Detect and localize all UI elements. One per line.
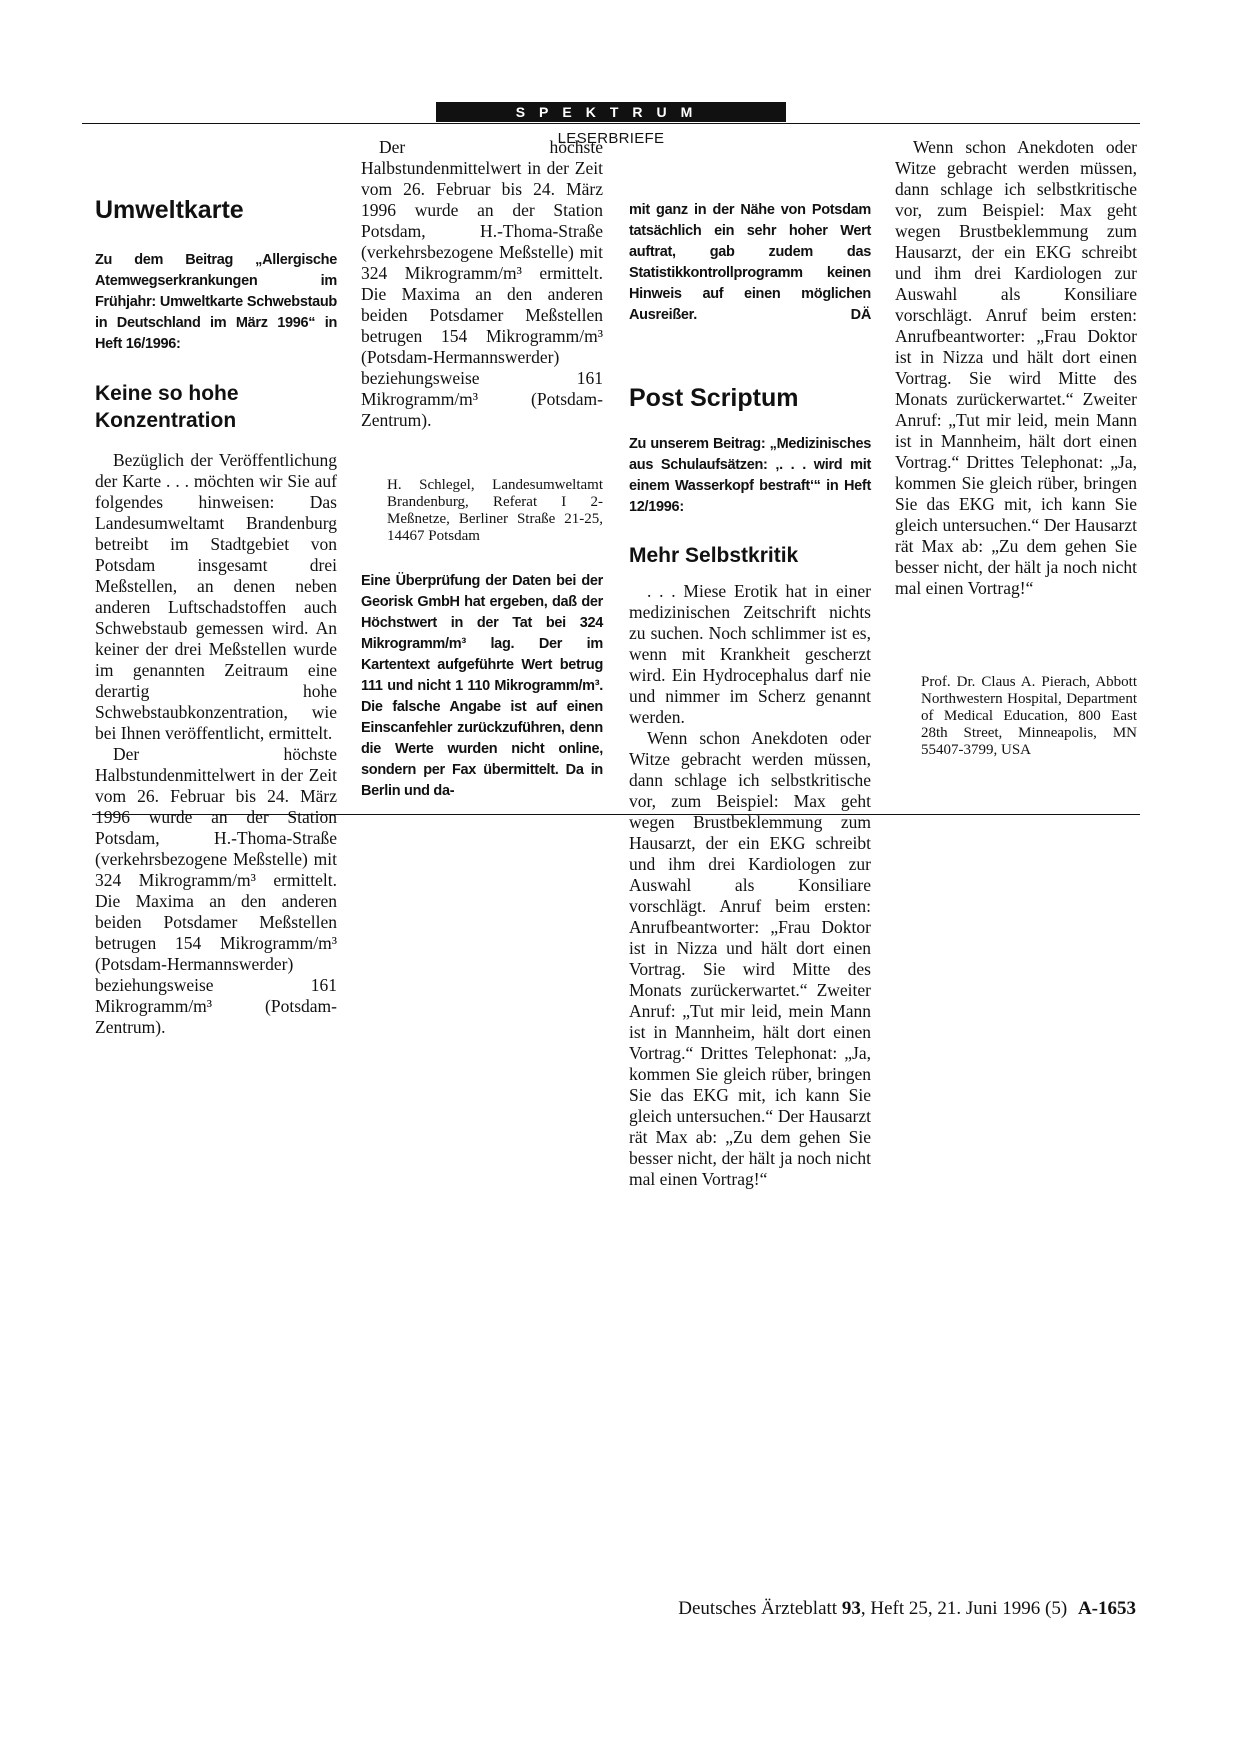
letter-paragraph-part-2: Der höchste Halbstundenmittelwert in der Zeit vom 26. Februar bis 24. März 1996 wurde an der Station Potsdam, H.-Thoma-Straße (verkehrsbezogene Meßstelle) mit 324 Mikrogramm/m³ ermittelt. Die Maxima an den anderen beiden Potsdamer Meßstellen betrugen 154 Mikrogramm/m³ (Potsdam-Hermannswerder) beziehungsweise 161 Mikrogramm/m³ (Potsdam-Zentrum).	[361, 137, 603, 430]
editor-signature: DÄ	[850, 307, 871, 323]
journal-name: Deutsches Ärzteblatt	[678, 1598, 838, 1619]
letter-title: Mehr Selbstkritik	[629, 544, 799, 567]
article-title: Post Scriptum	[629, 384, 799, 412]
column-2	[361, 137, 603, 802]
article-title: Umweltkarte	[95, 196, 244, 224]
letter-paragraph: . . . Miese Erotik hat in einer medizinischen Zeitschrift nichts zu suchen. Noch schlimmer ist es, wenn mit Krankheit gescherzt wird. Ein Hydrocephalus darf nie und nimmer im Scherz genannt werden.	[629, 581, 871, 727]
page-number: A-1653	[1077, 1598, 1136, 1619]
letter-signature: Prof. Dr. Claus A. Pierach, Abbott Northwestern Hospital, Department of Medical Education, 800 East 28th Street, Minneapolis, MN 55407-3799, USA	[921, 674, 1137, 758]
section-label: LESERBRIEFE	[557, 130, 665, 147]
issue-info: , Heft 25, 21. Juni 1996 (5)	[860, 1598, 1068, 1619]
top-rule	[82, 123, 1140, 124]
letter-paragraph-part-2: Wenn schon Anekdoten oder Witze gebracht werden müssen, dann schlage ich selbstkritische vor, zum Beispiel: Max geht wegen Brustbeklemmung zum Hausarzt, der ein EKG schreibt und ihm drei Kardiologen zur Auswahl als Konsiliare vorschlägt. Anruf beim ersten: Anrufbeantworter: „Frau Doktor ist in Nizza und hält dort einen Vortrag. Sie wird Mitte des Monats zurückerwartet.“ Zweiter Anruf: „Tut mir leid, mein Mann ist in Mannheim, hält dort einen Vortrag.“ Drittes Telephonat: „Ja, kommen Sie gleich rüber, bringen Sie das EKG mit, ich kann Sie gleich untersuchen.“ Der Hausarzt rät Max ab: „Zu dem gehen Sie besser nicht, der hält ja noch nicht mal einen Vortrag!“	[895, 137, 1137, 598]
column-3	[629, 200, 871, 1189]
letter-paragraph: Bezüglich der Veröffentlichung der Karte . . . möchten wir Sie auf folgendes hinweisen: Das Landesumweltamt Brandenburg betreibt im Stadtgebiet von Potsdam insgesamt drei Meßstellen, an denen neben anderen Luftschadstoffen auch Schwebstaub gemessen wird. An keiner der drei Meßstellen wurde im genannten Zeitraum eine derartig hohe Schwebstaubkonzentration, wie bei Ihnen veröffentlicht, ermittelt.	[95, 450, 337, 743]
column-4	[895, 137, 1137, 759]
letter-title: Keine so hohe Konzentration	[95, 382, 239, 432]
bottom-rule	[92, 814, 1140, 815]
letter-paragraph-continuation	[895, 137, 1137, 662]
section-banner: SPEKTRUM	[436, 102, 786, 122]
journal-volume: 93	[841, 1598, 861, 1619]
letter-paragraph-part-1: Wenn schon Anekdoten oder Witze gebracht werden müssen, dann schlage ich selbstkritische vor, zum Beispiel: Max geht wegen Brustbeklemmung zum Hausarzt, der ein EKG schreibt und ihm drei Kardiologen zur Auswahl als Konsiliare vorschlägt. Anruf beim ersten: Anrufbeantworter: „Frau Doktor ist in Nizza und hält dort einen Vortrag. Sie wird Mitte des Monats zurückerwartet.“ Zweiter Anruf: „Tut mir leid, mein Mann ist in Mannheim, hält dort einen Vortrag.“ Drittes Telephonat: „Ja, kommen Sie gleich rüber, bringen Sie das EKG mit, ich kann Sie gleich untersuchen.“ Der Hausarzt rät Max ab: „Zu dem gehen Sie besser nicht, der hält ja noch nicht mal einen Vortrag!“	[629, 728, 871, 1189]
editor-note-continued	[629, 200, 871, 326]
letter-paragraph-part-1: Der höchste Halbstundenmittelwert in der Zeit vom 26. Februar bis 24. März 1996 wurde an der Station Potsdam, H.-Thoma-Straße (verkehrsbezogene Meßstelle) mit 324 Mikrogramm/m³ ermittelt. Die Maxima an den anderen beiden Potsdamer Meßstellen betrugen 154 Mikrogramm/m³ (Potsdam-Hermannswerder) beziehungsweise 161 Mikrogramm/m³ (Potsdam-Zentrum).	[95, 744, 337, 1037]
page-footer	[678, 1598, 1136, 1620]
editor-note: Eine Überprüfung der Daten bei der Georisk GmbH hat ergeben, daß der Höchstwert in der Tat bei 324 Mikrogramm/m³ lag. Der im Kartentext aufgeführte Wert betrug 111 und nicht 1 110 Mikrogramm/m³. Die falsche Angabe ist auf einen Einscanfehler zurückzuführen, denn die Werte wurden nicht online, sondern per Fax übermittelt. Da in Berlin und da-	[361, 573, 603, 799]
letter-signature: H. Schlegel, Landesumweltamt Brandenburg, Referat I 2-Meßnetze, Berliner Straße 21-25, 14467 Potsdam	[387, 477, 603, 544]
letter-paragraph-continuation	[361, 137, 603, 473]
editor-note-text: mit ganz in der Nähe von Potsdam tatsächlich ein sehr hoher Wert auftrat, gab zudem das Statistikkontrollprogramm keinen Hinweis auf einen möglichen Ausreißer.	[629, 202, 871, 323]
article-intro: Zu unserem Beitrag: „Medizinisches aus Schulaufsätzen: ‚. . . wird mit einem Wasserkopf bestraft‘“ in Heft 12/1996:	[629, 436, 871, 515]
article-intro: Zu dem Beitrag „Allergische Atemwegserkrankungen im Frühjahr: Umweltkarte Schwebstaub in Deutschland im März 1996“ in Heft 16/1996:	[95, 252, 337, 352]
column-1	[95, 196, 337, 1037]
